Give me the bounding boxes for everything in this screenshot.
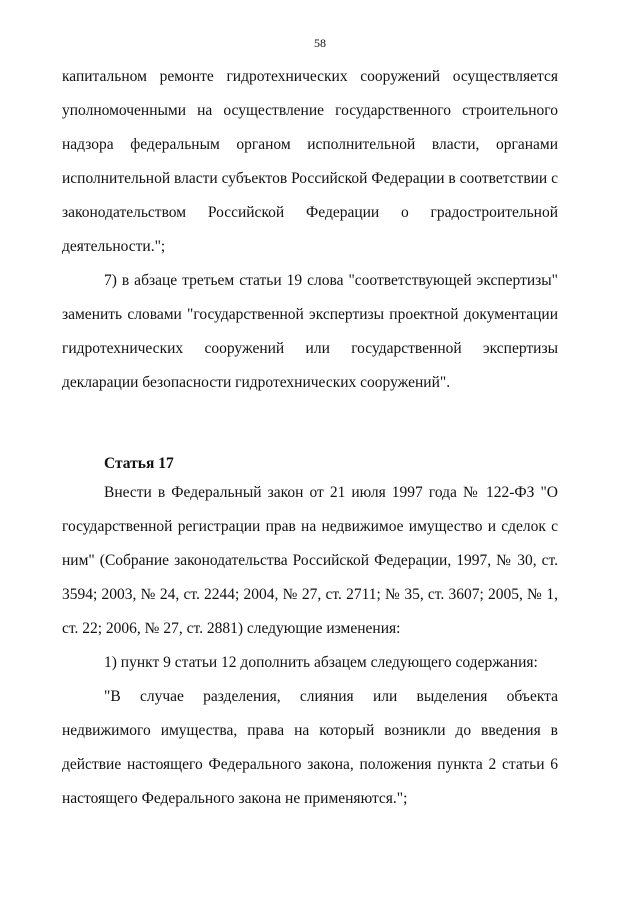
article-heading: Статья 17 bbox=[104, 455, 174, 472]
paragraph-item-1: 1) пункт 9 статьи 12 дополнить абзацем следующего содержания: bbox=[104, 654, 538, 671]
paragraph-quoted-text: "В случае разделения, слияния или выделения объекта недвижимого имущества, права на который возникли до введения в действие настоящего Федерального закона, положения пункта 2 статьи 6 настоящего Федерального закона не применяются."; bbox=[62, 688, 558, 807]
page-number: 58 bbox=[314, 36, 326, 50]
paragraph-continuation: капитальном ремонте гидротехнических сооружений осуществляется уполномоченными на осуществление государственного строительного надзора федеральным органом исполнительной власти, органами исполнительной власти субъектов Российской Федерации в соответствии с законодательством Российской Федерации о градостроительной деятельности."; bbox=[62, 68, 558, 255]
text-block-continuation bbox=[62, 60, 558, 400]
paragraph-intro: Внести в Федеральный закон от 21 июля 1997 года № 122-ФЗ "О государственной регистрации прав на недвижимое имущество и сделок с ним" (Собрание законодательства Российской Федерации, 1997, № 30, ст. 3594; 2003, № 24, ст. 2244; 2004, № 27, ст. 2711; № 35, ст. 3607; 2005, № 1, ст. 22; 2006, № 27, ст. 2881) следующие изменения: bbox=[62, 484, 558, 637]
text-block-article-17 bbox=[62, 476, 558, 816]
paragraph-item-7: 7) в абзаце третьем статьи 19 слова "соответствующей экспертизы" заменить словами "государственной экспертизы проектной документации гидротехнических сооружений или государственной экспертизы декларации безопасности гидротехнических сооружений". bbox=[62, 272, 558, 391]
